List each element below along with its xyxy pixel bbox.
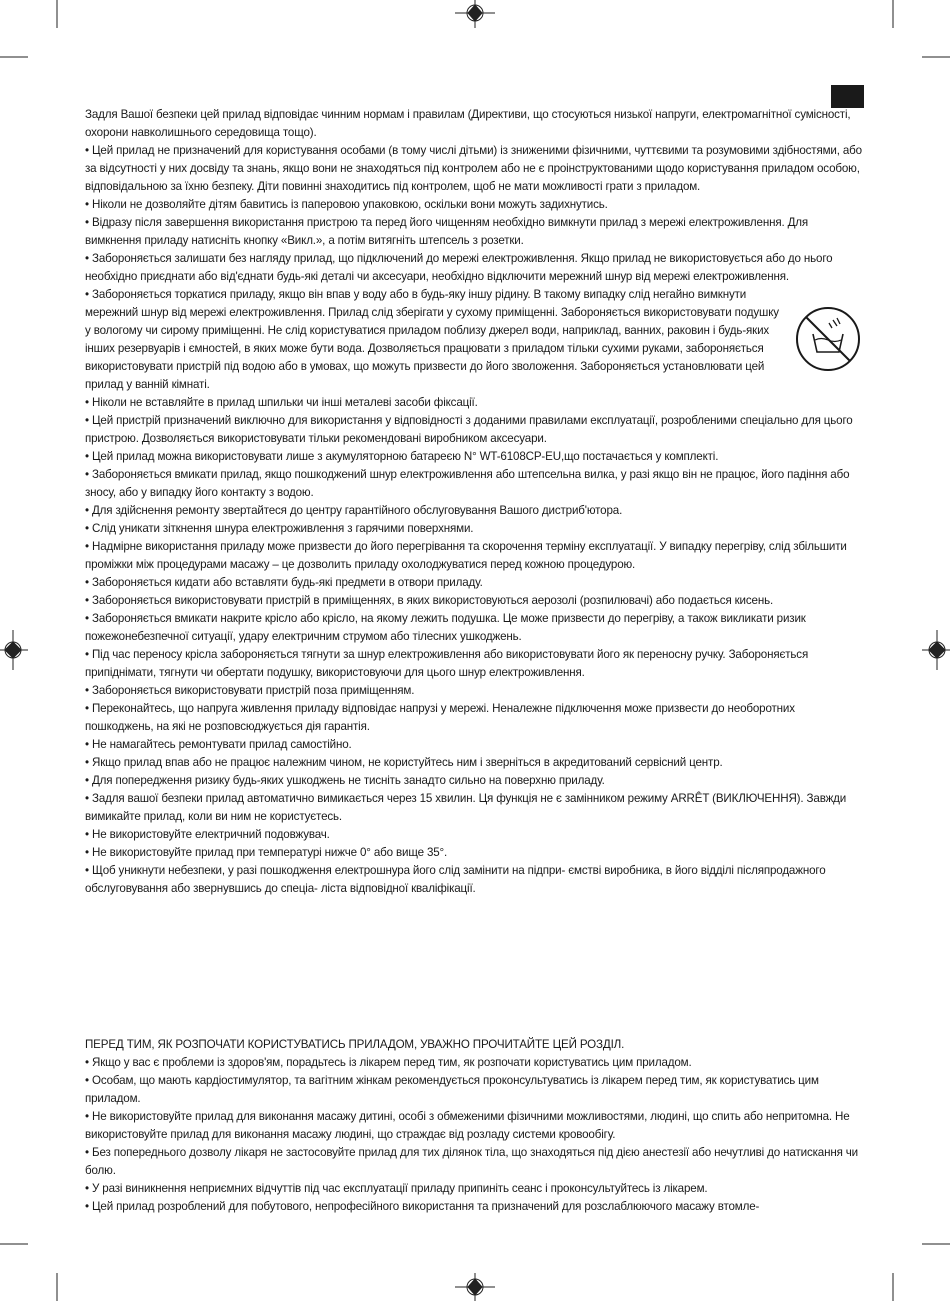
paragraph: • Для здійснення ремонту звертайтеся до центру гарантійного обслуговування Вашого дистриб'ютора. xyxy=(85,504,623,517)
paragraph: • Забороняється вмикати прилад, якщо пошкоджений шнур електроживлення або штепсельна вилка, у разі якщо він не працює, його падіння або зносу, або у випадку його контакту з водою. xyxy=(85,468,850,499)
language-tab xyxy=(831,85,864,108)
paragraph: • Задля вашої безпеки прилад автоматично вимикається через 15 хвилин. Ця функція не є замінником режиму ARRÊT (ВИКЛЮЧЕННЯ). Завжди вимикайте прилад, коли ви ним не користуєтесь. xyxy=(85,792,847,823)
paragraph: • Цей прилад не призначений для користування особами (в тому числі дітьми) із зниженими фізичними, чуттєвими та розумовими здібностями, або за відсутності у них досвіду та знань, якщо вони не знаходяться під контролем або не є проінструктованими щодо користування приладом особою, відповідальною за їхню безпеку. Діти повинні знаходитись під контролем, щоб не мати можливості грати з приладом. xyxy=(85,144,862,193)
paragraph: • Не використовуйте електричний подовжувач. xyxy=(85,828,330,841)
registration-mark-icon xyxy=(922,630,950,670)
paragraph: • Якщо прилад впав або не працює належним чином, не користуйтесь ним і зверніться в акредитований сервісний центр. xyxy=(85,756,723,769)
registration-mark-icon xyxy=(455,0,495,28)
paragraph: • Не намагайтесь ремонтувати прилад самостійно. xyxy=(85,738,352,751)
paragraph: • Забороняється залишати без нагляду прилад, що підключений до мережі електроживлення. Якщо прилад не використовується або до нього необхідно приєднати або від'єднати будь-які деталі чи аксесуари, необхідно відключити мережний шнур від мережі електроживлення. xyxy=(85,252,833,283)
paragraph: • Для попередження ризику будь-яких ушкоджень не тисніть занадто сильно на поверхню приладу. xyxy=(85,774,605,787)
section-heading: ПЕРЕД ТИМ, ЯК РОЗПОЧАТИ КОРИСТУВАТИСЬ ПРИЛАДОМ, УВАЖНО ПРОЧИТАЙТЕ ЦЕЙ РОЗДІЛ. xyxy=(85,1038,625,1051)
paragraph: • Цей прилад можна використовувати лише з акумуляторною батареєю N° WT-6108CP-EU,що постачається у комплекті. xyxy=(85,450,719,463)
paragraph: • Забороняється торкатися приладу, якщо він впав у воду або в будь-яку іншу рідину. В такому випадку слід негайно вимкнути мережний шнур від мережі електроживлення. Прилад слід зберігати у сухому приміщенні. Забороняється використовувати подушку у вологому чи сирому приміщенні. Не слід користуватися приладом поблизу джерел води, наприклад, ванних, раковин і будь-яких інших резервуарів і ємностей, в яких може бути вода. Дозволяється працювати з приладом тільки сухими руками, забороняється використовувати пристрій під водою або в умовах, що можуть призвести до його зволоження. Забороняється установлювати цей прилад у ванній кімнаті. xyxy=(85,288,779,391)
paragraph: • Особам, що мають кардіостимулятор, та вагітним жінкам рекомендується проконсультуватись із лікарем перед тим, як користуватись цим приладом. xyxy=(85,1074,819,1105)
paragraph: • Щоб уникнути небезпеки, у разі пошкодження електрошнура його слід замінити на підпри- ємстві виробника, в його відділі післяпродажного обслуговування або звернувшись до спеціа- ліста відповідної кваліфікації. xyxy=(85,864,826,895)
paragraph: • У разі виникнення неприємних відчуттів під час експлуатації приладу припиніть сеанс і проконсультуйтесь із лікарем. xyxy=(85,1182,708,1195)
paragraph: • Ніколи не вставляйте в прилад шпильки чи інші металеві засоби фіксації. xyxy=(85,396,478,409)
no-water-icon xyxy=(793,304,863,374)
paragraph: • Не використовуйте прилад при температурі нижче 0° або вище 35°. xyxy=(85,846,448,859)
paragraph: • Забороняється вмикати накрите крісло або крісло, на якому лежить подушка. Це може призвести до перегріву, а також викликати ризик пожежонебезпечної ситуації, удару електричним струмом або тілесних ушкоджень. xyxy=(85,612,806,643)
paragraph: • Слід уникати зіткнення шнура електроживлення з гарячими поверхнями. xyxy=(85,522,474,535)
paragraph: • Якщо у вас є проблеми із здоров'ям, порадьтесь із лікарем перед тим, як розпочати користуватись цим приладом. xyxy=(85,1056,692,1069)
registration-mark-icon xyxy=(455,1273,495,1301)
paragraph: • Не використовуйте прилад для виконання масажу дитині, особі з обмеженими фізичними можливостями, людині, що спить або непритомна. Не використовуйте прилад для виконання масажу людині, що страждає від розладу системи кровообігу. xyxy=(85,1110,850,1141)
before-use-section xyxy=(85,1036,865,1216)
paragraph: • Надмірне використання приладу може призвести до його перегрівання та скорочення терміну експлуатації. У випадку перегріву, слід збільшити проміжки між процедурами масажу – це дозволить приладу охолоджуватися перед кожною процедурою. xyxy=(85,540,847,571)
registration-mark-icon xyxy=(0,630,28,670)
paragraph: • Відразу після завершення використання пристрою та перед його чищенням необхідно вимкнути прилад з мережі електроживлення. Для вимкнення приладу натисніть кнопку «Викл.», а потім витягніть штепсель з розетки. xyxy=(85,216,809,247)
paragraph: • Забороняється використовувати пристрій поза приміщенням. xyxy=(85,684,415,697)
paragraph: • Під час переносу крісла забороняється тягнути за шнур електроживлення або використовувати його як переносну ручку. Забороняється припіднімати, тягнути чи обертати подушку, використовуючи для цього шнур електроживлення. xyxy=(85,648,809,679)
paragraph: • Цей прилад розроблений для побутового, непрофесійного використання та призначений для розслаблюючого масажу втомле- xyxy=(85,1200,760,1213)
paragraph: • Переконайтесь, що напруга живлення приладу відповідає напрузі у мережі. Неналежне підключення може призвести до необоротних пошкоджень, на які не розповсюджується дія гарантія. xyxy=(85,702,795,733)
paragraph: Задля Вашої безпеки цей прилад відповідає чинним нормам і правилам (Директиви, що стосуються низької напруги, електромагнітної сумісності, охорони навколишнього середовища тощо). xyxy=(85,108,851,139)
safety-section xyxy=(85,106,865,898)
paragraph: • Ніколи не дозволяйте дітям бавитись із паперовою упаковкою, оскільки вони можуть задихнутись. xyxy=(85,198,608,211)
paragraph: • Цей пристрій призначений виключно для використання у відповідності з доданими правилами експлуатації, розробленими спеціально для цього пристрою. Дозволяється використовувати тільки рекомендовані виробником аксесуари. xyxy=(85,414,853,445)
paragraph: • Забороняється використовувати пристрій в приміщеннях, в яких використовуються аерозолі (розпилювачі) або подається кисень. xyxy=(85,594,774,607)
paragraph: • Без попереднього дозволу лікаря не застосовуйте прилад для тих ділянок тіла, що знаходяться під дією анестезії або нечутливі до натискання чи болю. xyxy=(85,1146,858,1177)
paragraph: • Забороняється кидати або вставляти будь-які предмети в отвори приладу. xyxy=(85,576,483,589)
